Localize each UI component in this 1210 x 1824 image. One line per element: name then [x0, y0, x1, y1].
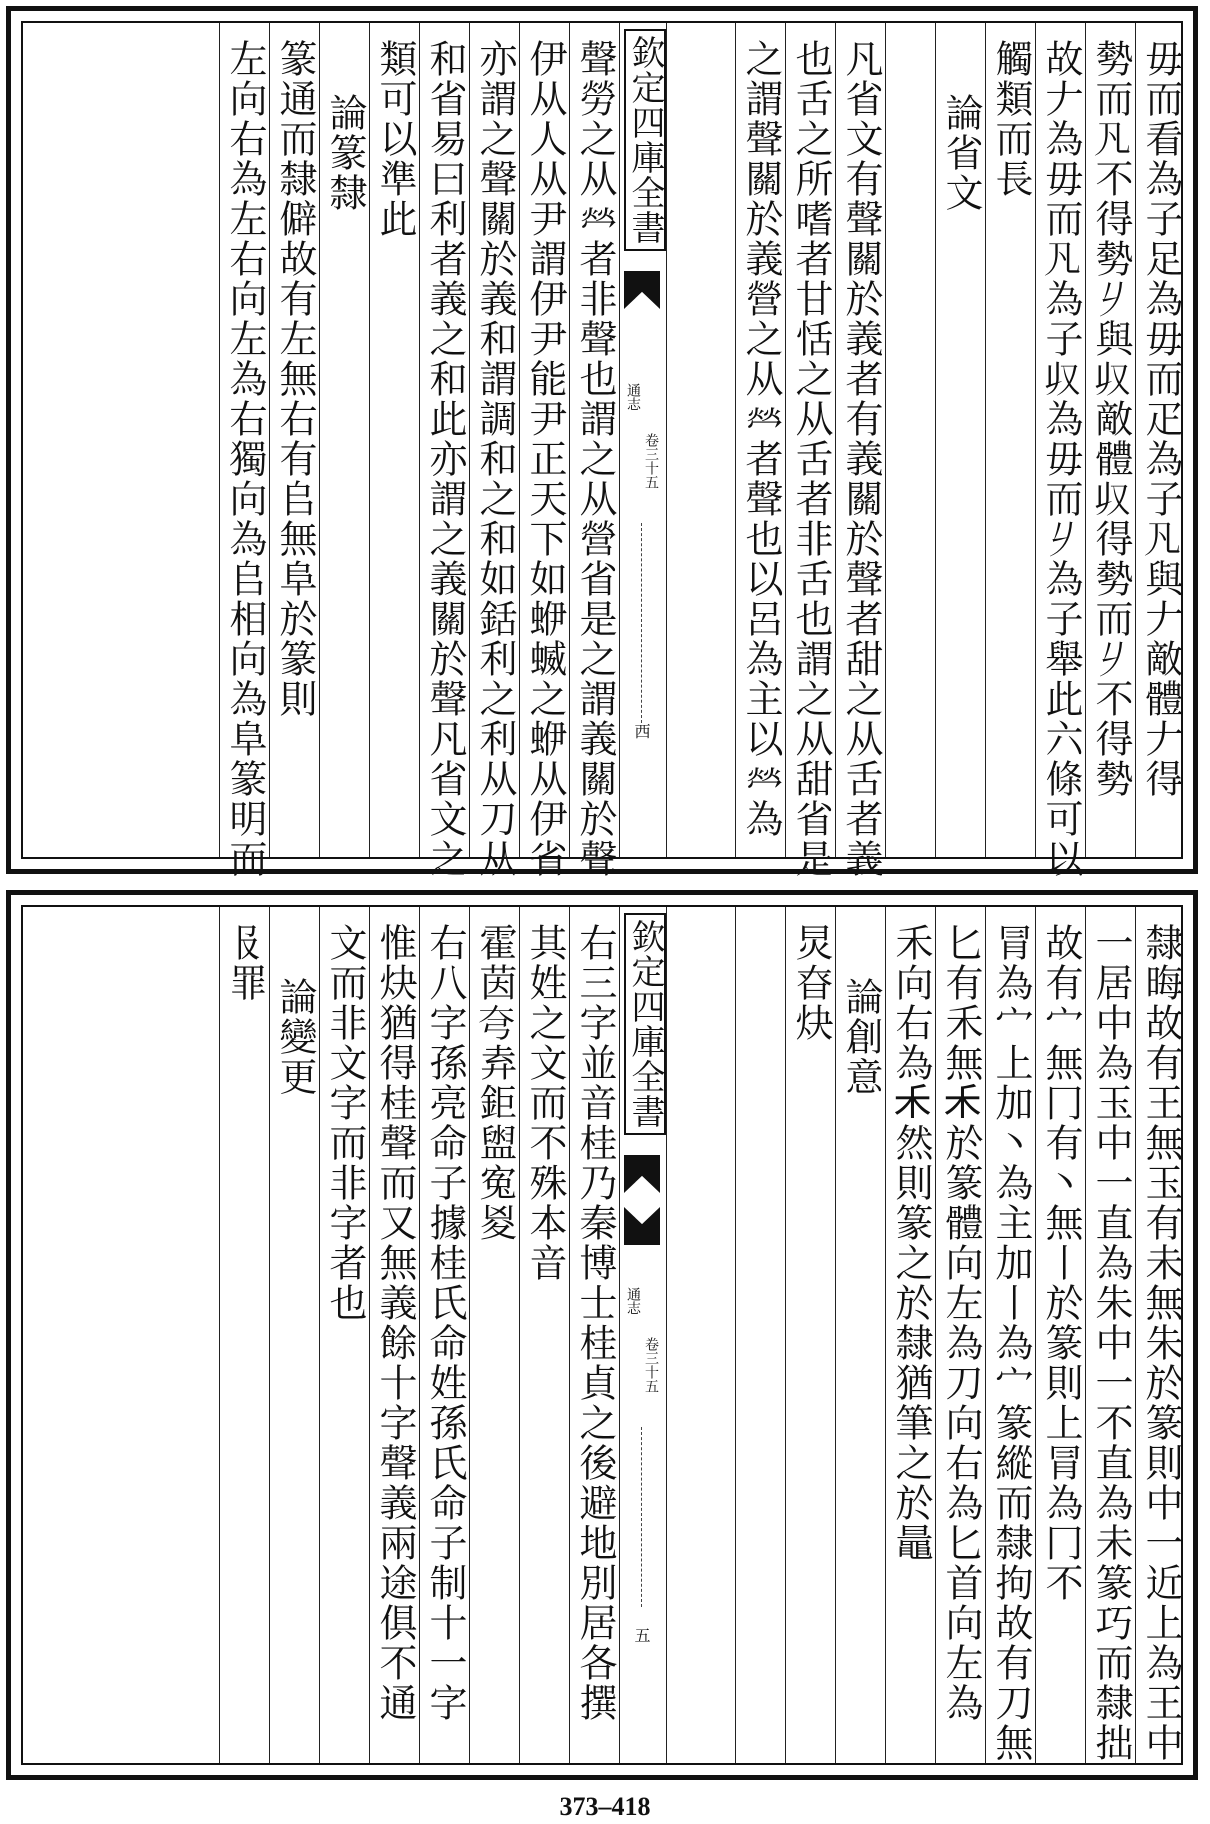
center-fold-strip — [619, 23, 667, 857]
text-column — [735, 23, 786, 857]
column-text: 伊从人从尹謂伊尹能尹正天下如蛜蝛之蛜从伊省 — [523, 39, 567, 879]
text-column — [319, 907, 370, 1763]
column-text: 隸晦故有王無玉有未無朱於篆則中一近上為王中 — [1139, 923, 1183, 1763]
text-column — [885, 907, 936, 1763]
folio-number: 西 — [632, 723, 651, 739]
fold-line — [641, 523, 642, 723]
column-text: 右三字並音桂乃秦博士桂貞之後避地別居各撰 — [573, 923, 617, 1723]
column-text: 觸類而長 — [989, 39, 1033, 199]
fold-line — [641, 1427, 642, 1607]
bottom-page-frame — [6, 890, 1198, 1780]
column-text: 左向右為左右向左為右獨向為𠂤相向為阜篆明而 — [223, 39, 267, 879]
column-text: 右八字孫亮命子據桂氏命姓孫氏命子制十一字 — [423, 923, 467, 1723]
text-column — [469, 23, 520, 879]
section-heading: 論篆隸 — [323, 93, 367, 213]
book-title: 欽定四庫全書 — [624, 913, 666, 1135]
text-column — [269, 23, 320, 857]
column-text: 一居中為玉中一直為朱中一不直為未篆巧而隸拙 — [1089, 923, 1133, 1763]
fishtail-mark — [624, 271, 660, 309]
fishtail-mark — [624, 1155, 660, 1193]
column-text: 聲勞之从𤇾者非聲也謂之从營省是之謂義關於聲 — [573, 39, 617, 879]
text-column — [419, 907, 470, 1763]
text-column — [985, 907, 1036, 1763]
text-column — [519, 907, 570, 1763]
text-column — [785, 907, 836, 1763]
section-heading: 論創意 — [839, 977, 883, 1097]
column-text: 𠬝罪 — [223, 923, 267, 1003]
column-text: 類可以準此 — [373, 39, 417, 239]
volume-number: 卷三十五 — [643, 433, 659, 489]
column-text: 故𠂇為毋而𠁽為子𠬞為毋而𠂈為子舉此六條可以 — [1039, 39, 1083, 879]
section-heading: 論變更 — [273, 977, 317, 1097]
column-text: 故有宀無冂有丶無丨於篆則上冐為冂不 — [1039, 923, 1083, 1603]
text-column — [369, 907, 420, 1763]
column-text: 勢而𠁽不得勢𠂈與𠬞敵體𠬞得勢而𠂈不得勢 — [1089, 39, 1133, 799]
column-text: 文而非文字而非字者也 — [323, 923, 367, 1323]
column-text: 也舌之所嗜者甘恬之从舌者非舌也謂之从甜省是 — [789, 39, 833, 879]
column-text: 之謂聲關於義營之从𤇾者聲也以呂為主以𤇾為 — [739, 39, 783, 839]
text-column — [369, 23, 420, 857]
folio-number: 五 — [632, 1627, 651, 1643]
text-column — [569, 23, 620, 879]
text-column — [885, 23, 936, 857]
column-text: 炅昚炔 — [789, 923, 833, 1043]
text-column — [419, 23, 470, 879]
page-reference: 373–418 — [559, 1792, 651, 1821]
column-text: 惟炔猶得桂聲而又無義餘十字聲義兩途俱不通 — [373, 923, 417, 1723]
text-column — [1035, 907, 1086, 1763]
column-text: 亦謂之聲關於義和謂調和之和如銛利之利从刀从 — [473, 39, 517, 879]
work-title: 通志 — [625, 1287, 641, 1315]
text-column — [935, 907, 986, 1763]
text-column — [1085, 907, 1136, 1763]
book-title: 欽定四庫全書 — [624, 29, 666, 251]
bottom-page-inner-frame — [21, 905, 1183, 1765]
column-text: 匕有禾無𥝌於篆體向左為刀向右為匕首向左為 — [939, 923, 983, 1723]
text-column — [219, 907, 270, 1763]
volume-number: 卷三十五 — [643, 1337, 659, 1393]
text-column — [985, 23, 1036, 857]
text-column — [1085, 23, 1136, 857]
top-page-inner-frame — [21, 21, 1183, 879]
text-column — [1135, 907, 1186, 1763]
text-column — [519, 23, 570, 879]
text-column — [569, 907, 620, 1763]
column-text: 霍茵𡗝弆鉅盥寃㚇 — [473, 923, 517, 1243]
section-heading-column — [319, 23, 370, 857]
section-heading-column — [935, 23, 986, 857]
fishtail-mark — [624, 1207, 660, 1245]
section-heading: 論省文 — [939, 93, 983, 213]
text-column — [1135, 23, 1186, 857]
column-text: 毋而看為子足為毋而疋為子𠁽與𠂇敵體𠂇得 — [1139, 39, 1183, 799]
column-text: 和省易曰利者義之和此亦謂之義關於聲凡省文之 — [423, 39, 467, 879]
column-text: 其姓之文而不殊本音 — [523, 923, 567, 1283]
text-column — [785, 23, 836, 879]
text-column — [1035, 23, 1086, 879]
column-text: 凡省文有聲關於義者有義關於聲者甜之从舌者義 — [839, 39, 883, 879]
top-page-frame — [6, 6, 1198, 879]
section-heading-column — [269, 907, 320, 1763]
column-text: 篆通而隸僻故有左無右有𠂤無阜於篆則 — [273, 39, 317, 719]
column-text: 冐為宀上加丶為主加丨為宀篆縱而隸拘故有刀無 — [989, 923, 1033, 1763]
center-fold-strip — [619, 907, 667, 1763]
column-text: 禾向右為𥝌然則篆之於隸猶筆之於鼂 — [889, 923, 933, 1563]
section-heading-column — [835, 907, 886, 1763]
text-column — [469, 907, 520, 1763]
work-title: 通志 — [625, 383, 641, 411]
text-column — [835, 23, 886, 879]
text-column — [219, 23, 270, 879]
text-column — [735, 907, 786, 1763]
